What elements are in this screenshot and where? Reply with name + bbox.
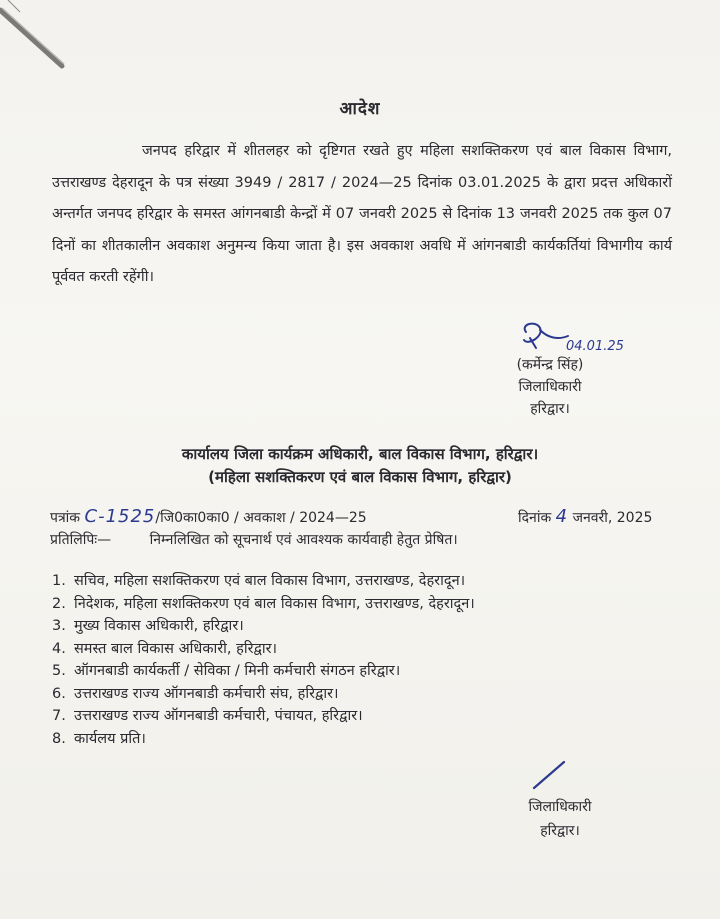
signatory-designation-2: जिलाधिकारी [528, 799, 592, 815]
list-item-number: 3. [52, 618, 66, 634]
signatory-block-1 [505, 354, 595, 420]
reference-date [518, 506, 652, 527]
recipient-list [52, 570, 475, 750]
signatory-designation: जिलाधिकारी [518, 379, 582, 395]
list-item [52, 638, 475, 661]
list-item [52, 615, 475, 638]
signatory-name: (कर्मेन्द्र सिंह) [516, 357, 584, 373]
signatory-block-2 [510, 795, 610, 843]
handwritten-day: 4 [555, 506, 569, 527]
list-item-text: मुख्य विकास अधिकारी, हरिद्वार। [74, 618, 244, 634]
list-item-number: 2. [52, 595, 66, 612]
list-item-number: 1. [52, 573, 66, 589]
list-item [52, 593, 475, 616]
list-item-number: 8. [52, 730, 66, 747]
list-item [52, 570, 475, 593]
order-heading: आदेश [339, 99, 381, 119]
patrank-label: पत्रांक [50, 510, 81, 526]
office-header [0, 443, 720, 489]
handwritten-letter-no: C-1525 [84, 506, 156, 527]
list-item [52, 660, 475, 683]
list-item [52, 728, 475, 751]
date-rest: जनवरी, 2025 [572, 510, 653, 526]
handwritten-date: 04.01.25 [566, 339, 624, 354]
list-item-text: सचिव, महिला सशक्तिकरण एवं बाल विकास विभाग, उत्तराखण्ड, देहरादून। [74, 573, 466, 589]
list-item-text: कार्यलय प्रति। [74, 730, 146, 747]
reference-suffix: /जि0का0का0 / अवकाश / 2024—25 [155, 510, 367, 526]
list-item-number: 6. [52, 685, 66, 702]
list-item [52, 683, 475, 706]
list-item-text: समस्त बाल विकास अधिकारी, हरिद्वार। [74, 640, 278, 657]
list-item-text: उत्तराखण्ड राज्य ऑगनबाडी कर्मचारी संघ, हरिद्वार। [74, 685, 339, 702]
copy-label: प्रतिलिपिः— [50, 532, 112, 548]
pen-graphic [0, 0, 80, 80]
signature-stroke [530, 758, 570, 792]
order-body: जनपद हरिद्वार में शीतलहर को दृष्टिगत रखते हुए महिला सशक्तिकरण एवं बाल विकास विभाग, उत्तराखण्ड देहरादून के पत्र संख्या 3949 / 2817 / 2024—25 दिनांक 03.01.2025 के द्वारा प्रदत्त अधिकारों अन्तर्गत जनपद हरिद्वार के समस्त आंगनबाडी केन्द्रों में 07 जनवरी 2025 से दिनांक 13 जनवरी 2025 तक कुल 07 दिनों का शीतकालीन अवकाश अनुमन्य किया जाता है। इस अवकाश अवधि में आंगनबाडी कार्यकर्तियां विभागीय कार्य पूर्ववत करती रहेंगी। [52, 143, 672, 285]
signatory-place: हरिद्वार। [530, 401, 570, 417]
copy-line [50, 530, 458, 549]
list-item-number: 7. [52, 708, 66, 724]
list-item-text: निदेशक, महिला सशक्तिकरण एवं बाल विकास विभाग, उत्तराखण्ड, देहरादून। [74, 595, 475, 612]
list-item [52, 705, 475, 728]
office-line-1: कार्यालय जिला कार्यक्रम अधिकारी, बाल विकास विभाग, हरिद्वार। [181, 445, 539, 463]
date-label: दिनांक [518, 510, 552, 526]
list-item-text: उत्तराखण्ड राज्य ऑगनबाडी कर्मचारी, पंचायत, हरिद्वार। [74, 708, 363, 724]
list-item-number: 5. [52, 663, 66, 679]
signature-mark [518, 318, 638, 358]
office-line-2: (महिला सशक्तिकरण एवं बाल विकास विभाग, हरिद्वार) [208, 468, 512, 486]
list-item-text: ऑगनबाडी कार्यकर्ती / सेविका / मिनी कर्मचारी संगठन हरिद्वार। [74, 663, 401, 679]
copy-text: निम्नलिखित को सूचनार्थ एवं आवश्यक कार्यवाही हेतुत प्रेषित। [149, 532, 458, 548]
list-item-number: 4. [52, 640, 66, 657]
signatory-place-2: हरिद्वार। [540, 823, 580, 839]
